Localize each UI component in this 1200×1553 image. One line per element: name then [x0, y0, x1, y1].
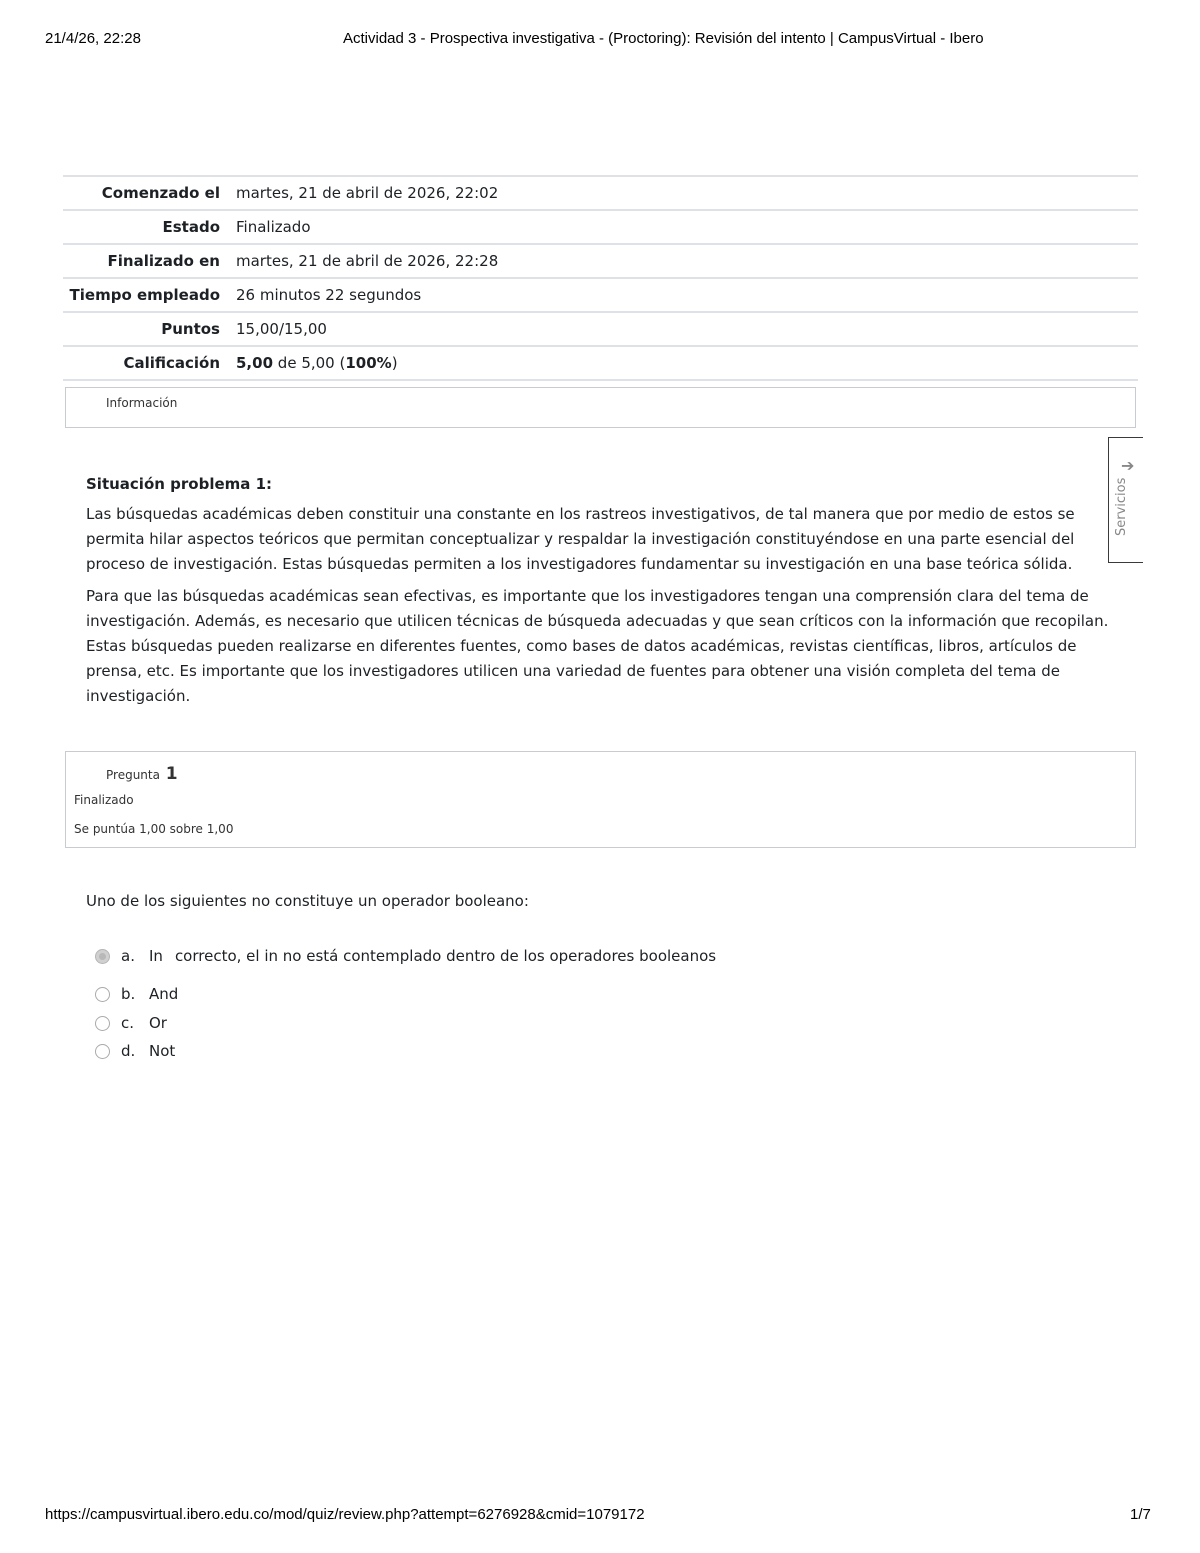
information-box: [65, 387, 1136, 428]
question-state: Finalizado: [74, 793, 134, 807]
question-text: Uno de los siguientes no constituye un operador booleano:: [86, 892, 529, 910]
summary-row-started: [63, 177, 1138, 211]
summary-value: martes, 21 de abril de 2026, 22:28: [236, 252, 499, 270]
servicios-tab[interactable]: [1108, 437, 1143, 563]
summary-value: 15,00/15,00: [236, 320, 327, 338]
problem-statement: [86, 472, 1111, 716]
summary-row-grade: [63, 347, 1138, 381]
question-number: 1: [165, 764, 178, 784]
answer-option[interactable]: [95, 1042, 187, 1060]
summary-value: Finalizado: [236, 218, 311, 236]
summary-row-state: [63, 211, 1138, 245]
question-label: Pregunta: [106, 768, 160, 782]
print-footer: [0, 1506, 1200, 1526]
summary-row-points: [63, 313, 1138, 347]
print-header: [0, 30, 1200, 50]
grade-percent: 100%: [345, 354, 392, 372]
radio-button[interactable]: [95, 1016, 110, 1031]
radio-button[interactable]: [95, 949, 110, 964]
summary-label: Tiempo empleado: [69, 286, 220, 304]
problem-paragraph: Las búsquedas académicas deben constituir una constante en los rastreos investigativos, de tal manera que por medio de estos se permita hilar aspectos teóricos que permitan conceptualizar y respaldar la investigación constituyéndose en una parte esencial del proceso de investigación. Estas búsquedas permiten a los investigadores fundamentar su investigación en una base teórica sólida.: [86, 505, 1075, 573]
radio-button[interactable]: [95, 987, 110, 1002]
summary-value: martes, 21 de abril de 2026, 22:02: [236, 184, 499, 202]
question-grade: Se puntúa 1,00 sobre 1,00: [74, 822, 234, 836]
print-page-title: Actividad 3 - Prospectiva investigativa - (Proctoring): Revisión del intento | CampusVirtual - Ibero: [343, 30, 984, 47]
answer-feedback: correcto, el in no está contemplado dentro de los operadores booleanos: [174, 947, 717, 965]
answer-option[interactable]: [95, 947, 716, 965]
problem-paragraph: Para que las búsquedas académicas sean efectivas, es importante que los investigadores tengan una comprensión clara del tema de investigación. Además, es necesario que utilicen técnicas de búsqueda adecuadas y que sean críticos con la información que recopilan. Estas búsquedas pueden realizarse en diferentes fuentes, como bases de datos académicas, revistas científicas, libros, artículos de prensa, etc. Es importante que los investigadores utilicen una variedad de fuentes para obtener una visión completa del tema de investigación.: [86, 587, 1109, 705]
summary-label: Calificación: [123, 354, 220, 372]
arrow-right-icon: ➔: [1121, 456, 1135, 475]
question-header: [106, 764, 178, 784]
radio-button[interactable]: [95, 1044, 110, 1059]
answer-option[interactable]: [95, 985, 190, 1003]
problem-title: Situación problema 1:: [86, 475, 273, 493]
answer-text: Not: [149, 1042, 176, 1060]
summary-row-finished: [63, 245, 1138, 279]
answer-letter: c.: [121, 1014, 135, 1032]
summary-value-grade: [228, 347, 1138, 379]
attempt-summary-table: [63, 175, 1138, 381]
answer-text: In: [149, 947, 163, 965]
answer-letter: a.: [121, 947, 135, 965]
summary-label: Comenzado el: [101, 184, 220, 202]
answer-letter: b.: [121, 985, 136, 1003]
grade-close: ): [391, 354, 398, 372]
print-date: 21/4/26, 22:28: [45, 30, 141, 47]
answer-text: And: [149, 985, 179, 1003]
grade-score: 5,00: [236, 354, 274, 372]
grade-rest: de 5,00 (: [277, 354, 346, 372]
information-label: Información: [106, 396, 178, 410]
summary-row-time: [63, 279, 1138, 313]
question-info-box: [65, 751, 1136, 848]
summary-label: Estado: [162, 218, 220, 236]
summary-value: 26 minutos 22 segundos: [236, 286, 422, 304]
summary-label: Finalizado en: [107, 252, 220, 270]
summary-label: Puntos: [161, 320, 220, 338]
answer-letter: d.: [121, 1042, 136, 1060]
print-url: https://campusvirtual.ibero.edu.co/mod/quiz/review.php?attempt=6276928&cmid=1079172: [45, 1506, 645, 1523]
servicios-label: Servicios: [1114, 477, 1129, 536]
print-page-number: 1/7: [1130, 1506, 1151, 1523]
answer-text: Or: [149, 1014, 167, 1032]
answer-option[interactable]: [95, 1014, 179, 1032]
